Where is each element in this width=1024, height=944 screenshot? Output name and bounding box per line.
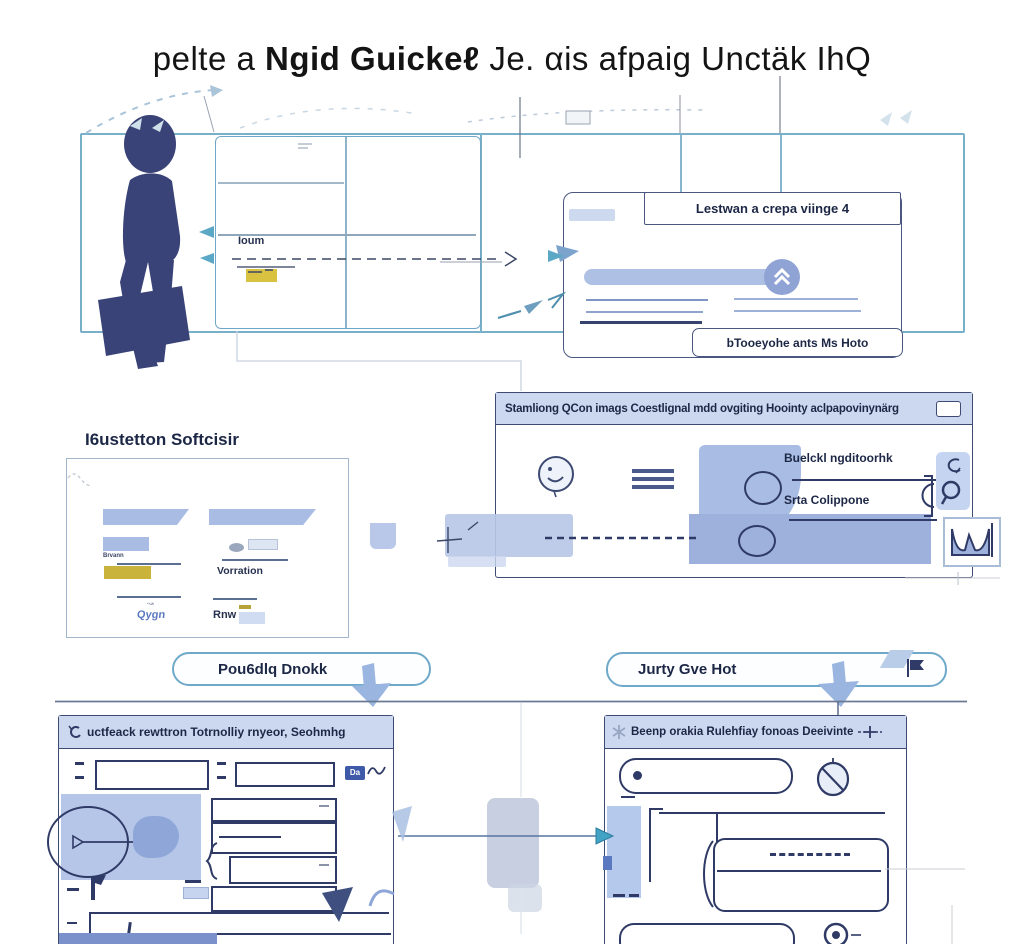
placeholder-line: [117, 596, 181, 598]
top-line: [659, 812, 885, 814]
title-part3: Je. αis afpaig Unctäk IhQ: [479, 40, 872, 77]
list-dash: [217, 762, 226, 765]
bottom-pill-input[interactable]: [619, 923, 795, 944]
placeholder-line: [222, 559, 288, 561]
inner-line: [717, 870, 881, 872]
left-step-button-label: Pou6dlq Dnokk: [218, 660, 328, 678]
paren-curve: [699, 840, 715, 908]
list-dash: [75, 776, 84, 779]
bracket-hook: [649, 808, 663, 882]
smiley-icon: [534, 453, 578, 499]
seven-flag-icon: [89, 874, 109, 902]
tab-bottom[interactable]: [692, 328, 903, 357]
progress-slider-thumb[interactable]: [764, 259, 800, 295]
delivery-window-titlebar: [605, 716, 906, 749]
flag-icon: [905, 657, 927, 679]
message-wirebox[interactable]: [713, 838, 889, 912]
card-col2-blob-icon: [229, 543, 244, 552]
title-part1: pelte a: [152, 40, 265, 77]
record-circle-outline[interactable]: [744, 471, 782, 505]
tab-top-label: Lestwan a crepa viinge 4: [695, 201, 850, 216]
person-icon: [86, 110, 248, 374]
tab-top[interactable]: [644, 192, 901, 225]
input-wirebox[interactable]: [95, 760, 209, 790]
side-toolbar: [936, 452, 970, 510]
dashed-text-line: [770, 853, 850, 856]
plus-icon[interactable]: [857, 724, 883, 740]
form-wireframe: [215, 136, 481, 329]
window-control-icon[interactable]: [936, 401, 961, 417]
placeholder-line: [580, 321, 702, 324]
card-col1-header: [103, 509, 189, 525]
delivery-window-title: Beenp orakia Rulehfiay fonoas Deeivinte: [631, 726, 854, 738]
sidebar-tab-dark: [603, 856, 612, 870]
card-footer2[interactable]: Rnw: [213, 609, 237, 621]
storyboard-card: [66, 458, 349, 638]
wave-box: [943, 517, 1001, 567]
title-part2: Ngid Guickeℓ: [264, 40, 480, 77]
connector-node-bottom-tail: [508, 884, 542, 912]
step-line-h: [89, 912, 389, 914]
list-dash: [185, 880, 201, 883]
card-arrow-mark: ↝: [147, 599, 154, 608]
card-col1-tiny-label: Brvann: [103, 553, 124, 559]
loop-icon: [65, 722, 85, 742]
feedback-window-titlebar: [59, 716, 393, 749]
circle-dot-icon[interactable]: [821, 920, 865, 944]
progress-slider-track[interactable]: [584, 269, 789, 285]
record-circle-outline2[interactable]: [738, 525, 776, 557]
field-wirebox[interactable]: [211, 798, 337, 822]
field-wirebox[interactable]: [211, 886, 337, 912]
feedback-window-title: uctfeack rewttron Totrnolliy rnyeor, Seohmhg: [87, 725, 346, 739]
left-step-button[interactable]: [172, 652, 431, 686]
connector-node-tail: [448, 556, 506, 567]
input-wirebox[interactable]: [235, 762, 335, 787]
card-footer1[interactable]: Qygn: [136, 609, 166, 621]
sparkle-icon: [610, 723, 628, 741]
list-dash: [217, 776, 226, 779]
connector-node-small: [370, 523, 396, 549]
blue-strip: [689, 514, 931, 564]
field-wirebox[interactable]: [229, 856, 337, 884]
settings-window-titlebar: [496, 393, 972, 425]
brace-mark: [205, 842, 219, 880]
chevron-up-icon: [764, 259, 800, 295]
placeholder-line: [213, 598, 257, 600]
search-icon[interactable]: [936, 478, 970, 508]
field2-underline: [789, 519, 937, 521]
form-field-label: Ioum: [238, 235, 265, 247]
form-divider-vertical: [345, 137, 347, 328]
placeholder-line: [734, 298, 858, 300]
progress-bar-filled: [59, 933, 217, 944]
card-col1-chip: [103, 537, 149, 551]
connector-node-large: [445, 514, 573, 557]
settings-window-title: Stamliong QCon imags Coestlignal mdd ovgiting Hoointy aclpapovinynärg: [505, 402, 899, 415]
connector-node-bottom: [487, 798, 539, 888]
placeholder-line: [586, 311, 703, 313]
placeholder-line: [117, 563, 181, 565]
list-dash: [67, 888, 79, 891]
card-col2-label: Vorration: [217, 565, 263, 577]
card-footer2-highlight: [239, 612, 265, 624]
delivery-window: [604, 715, 907, 944]
bullet-dot: [633, 771, 642, 780]
tiny-caption-dash: [629, 894, 639, 897]
chip-placeholder: [569, 209, 615, 221]
list-dash: [67, 922, 77, 924]
tab-bottom-label: bTooeyohe ants Ms Hoto: [726, 335, 869, 350]
right-step-button-label: Jurty Gve Hot: [638, 661, 737, 678]
list-dash: [75, 762, 84, 765]
list-dash: [621, 796, 635, 798]
right-bracket-mark: [924, 475, 933, 517]
scribble-icon: [367, 762, 387, 780]
field-wirebox[interactable]: [211, 822, 337, 854]
blocked-icon[interactable]: [813, 756, 853, 800]
right-step-button[interactable]: [606, 652, 947, 687]
card-yellow-bar: [104, 566, 151, 579]
card-col2-header: [209, 509, 316, 525]
page-title: [0, 40, 1024, 78]
field1-underline: [792, 479, 936, 481]
card-yellow-dash: [239, 605, 251, 609]
placeholder-line: [586, 299, 708, 301]
highlight-mark: [246, 269, 277, 282]
field1-label: Buelckl ngditoorhk: [784, 451, 893, 465]
placeholder-line: [734, 310, 861, 312]
tiny-caption-dash: [613, 894, 625, 897]
section-heading: I6ustetton Softcisir: [85, 430, 239, 449]
progress-bar-empty: [217, 933, 391, 944]
hamburger-menu-icon[interactable]: [632, 469, 674, 491]
field2-label: Srta Colippone: [784, 493, 870, 507]
card-col2-chip: [248, 539, 278, 550]
video-step-panel: [563, 192, 902, 358]
badge: Da: [345, 766, 365, 780]
search-pill-input[interactable]: [619, 758, 793, 794]
undo-icon[interactable]: [936, 454, 970, 480]
feedback-window: [58, 715, 394, 944]
blue-chip: [183, 887, 209, 899]
sidebar-placeholder: [607, 806, 641, 898]
wave-icon: [945, 519, 997, 561]
